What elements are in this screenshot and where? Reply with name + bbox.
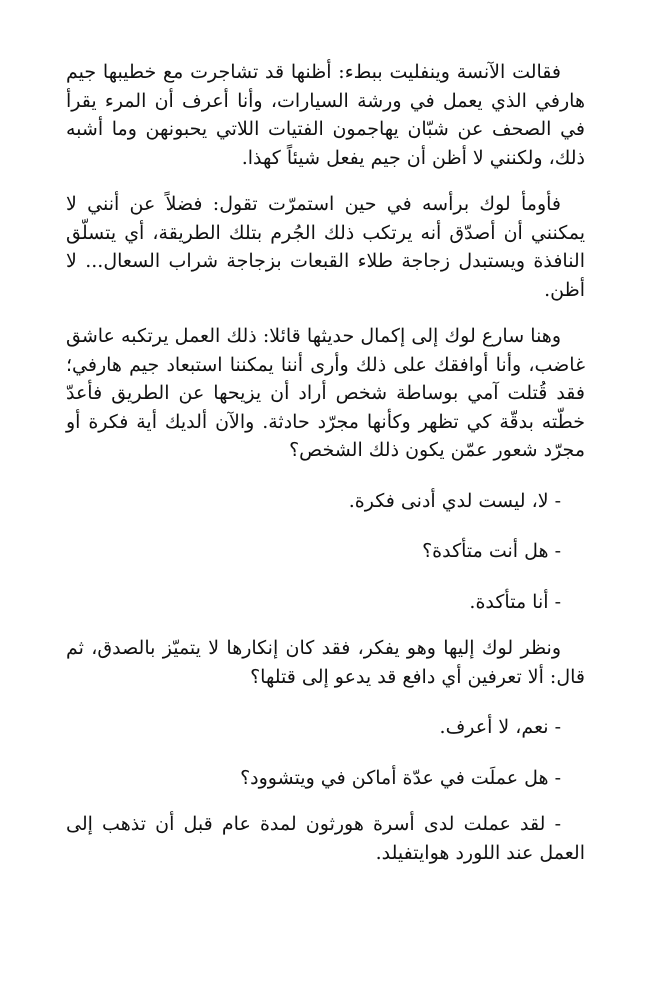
- paragraph: وهنا سارع لوك إلى إكمال حديثها قائلا: ذلك العمل يرتكبه عاشق غاضب، وأنا أوافقك على ذلك وأرى أننا يمكننا استبعاد جيم هارفي؛ فقد قُتلت آمي بوساطة شخص أراد أن يزيحها عن الطريق فأعدّ خطّته بدقّة كي تظهر وكأنها مجرّد حادثة. والآن ألديك أية فكرة أو مجرّد شعور عمّن يكون ذلك الشخص؟: [66, 325, 585, 461]
- paragraph: فأومأ لوك برأسه في حين استمرّت تقول: فضلاً عن أنني لا يمكنني أن أصدّق أنه يرتكب ذلك الجُرم بتلك الطريقة، أي يتسلّق النافذة ويستبدل زجاجة طلاء القبعات بزجاجة شراب السعال... لا أظن.: [66, 193, 585, 301]
- dialog-line: - أنا متأكدة.: [469, 590, 561, 613]
- dialog-line: - نعم، لا أعرف.: [439, 716, 561, 738]
- paragraph: فقالت الآنسة وينفليت ببطء: أظنها قد تشاجرت مع خطيبها جيم هارفي الذي يعمل في ورشة السيارات، وأنا أعرف أن المرء يقرأ في الصحف عن شبّان يهاجمون الفتيات اللاتي يحبونهن وما أشبه ذلك، ولكنني لا أظن أن جيم يفعل شيئاً كهذا.: [66, 61, 585, 169]
- paragraph: ونظر لوك إليها وهو يفكر، فقد كان إنكارها لا يتميّز بالصدق، ثم قال: ألا تعرفين أي دافع قد يدعو إلى قتلها؟: [66, 637, 585, 688]
- paragraph: - لقد عملت لدى أسرة هورثون لمدة عام قبل أن تذهب إلى العمل عند اللورد هوايتفيلد.: [66, 813, 585, 864]
- dialog-line: - لا، ليست لدي أدنى فكرة.: [348, 489, 561, 512]
- dialog-line: - هل عملَت في عدّة أماكن في ويتشوود؟: [240, 766, 561, 789]
- dialog-line: - هل أنت متأكدة؟: [422, 540, 561, 562]
